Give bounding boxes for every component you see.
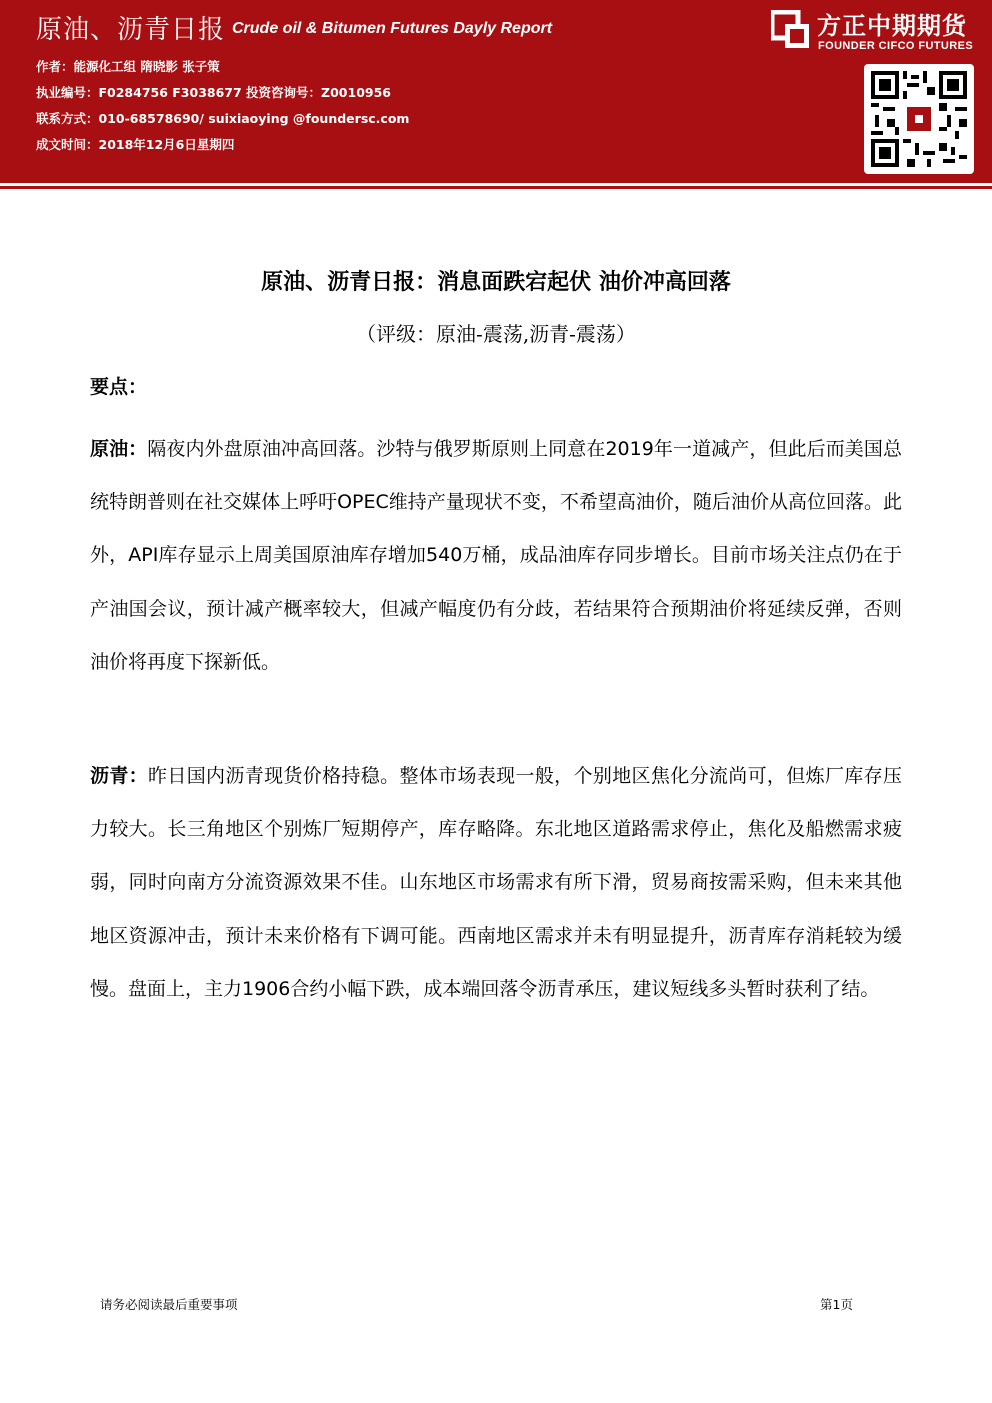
key-points-heading: 要点： [90, 376, 148, 398]
header-subtitle: Crude oil & Bitumen Futures Dayly Report [232, 20, 553, 37]
bitumen-paragraph [90, 750, 902, 1016]
company-name-en: FOUNDER CIFCO FUTURES [818, 40, 974, 52]
license-line: 执业编号：F0284756 F3038677 投资咨询号：Z0010956 [36, 85, 391, 100]
report-title: 原油、沥青日报：消息面跌宕起伏 油价冲高回落 [261, 270, 731, 295]
contact-line: 联系方式：010-68578690/ suixiaoying @foundersc.com [36, 111, 410, 126]
report-rating: （评级：原油-震荡,沥青-震荡） [356, 322, 636, 346]
author-line: 作者：能源化工组 隋晓影 张子策 [36, 59, 220, 74]
footer-disclaimer: 请务必阅读最后重要事项 [100, 1297, 238, 1312]
header-divider [0, 186, 992, 189]
header-title: 原油、沥青日报 [36, 15, 226, 45]
page-number: 第1页 [820, 1297, 853, 1312]
bitumen-text: 昨日国内沥青现货价格持稳。整体市场表现一般，个别地区焦化分流尚可，但炼厂库存压力较大。长三角地区个别炼厂短期停产，库存略降。东北地区道路需求停止，焦化及船燃需求疲弱，同时向南方分流资源效果不佳。山东地区市场需求有所下滑，贸易商按需采购，但未来其他地区资源冲击，预计未来价格有下调可能。西南地区需求并未有明显提升，沥青库存消耗较为缓慢。盘面上，主力1906合约小幅下跌，成本端回落令沥青承压，建议短线多头暂时获利了结。 [90, 765, 902, 1000]
company-name-cn: 方正中期期货 [817, 12, 967, 40]
date-line: 成文时间：2018年12月6日星期四 [36, 137, 235, 152]
qr-code-icon [871, 71, 967, 167]
crude-oil-label: 原油： [90, 438, 148, 460]
qr-code [864, 64, 974, 174]
company-logo-icon [771, 10, 811, 50]
bitumen-label: 沥青： [90, 765, 149, 787]
crude-oil-text: 隔夜内外盘原油冲高回落。沙特与俄罗斯原则上同意在2019年一道减产，但此后而美国总统特朗普则在社交媒体上呼吁OPEC维持产量现状不变，不希望高油价，随后油价从高位回落。此外，API库存显示上周美国原油库存增加540万桶，成品油库存同步增长。目前市场关注点仍在于产油国会议，预计减产概率较大，但减产幅度仍有分歧，若结果符合预期油价将延续反弹，否则油价将再度下探新低。 [90, 438, 902, 673]
crude-oil-paragraph [90, 423, 902, 689]
